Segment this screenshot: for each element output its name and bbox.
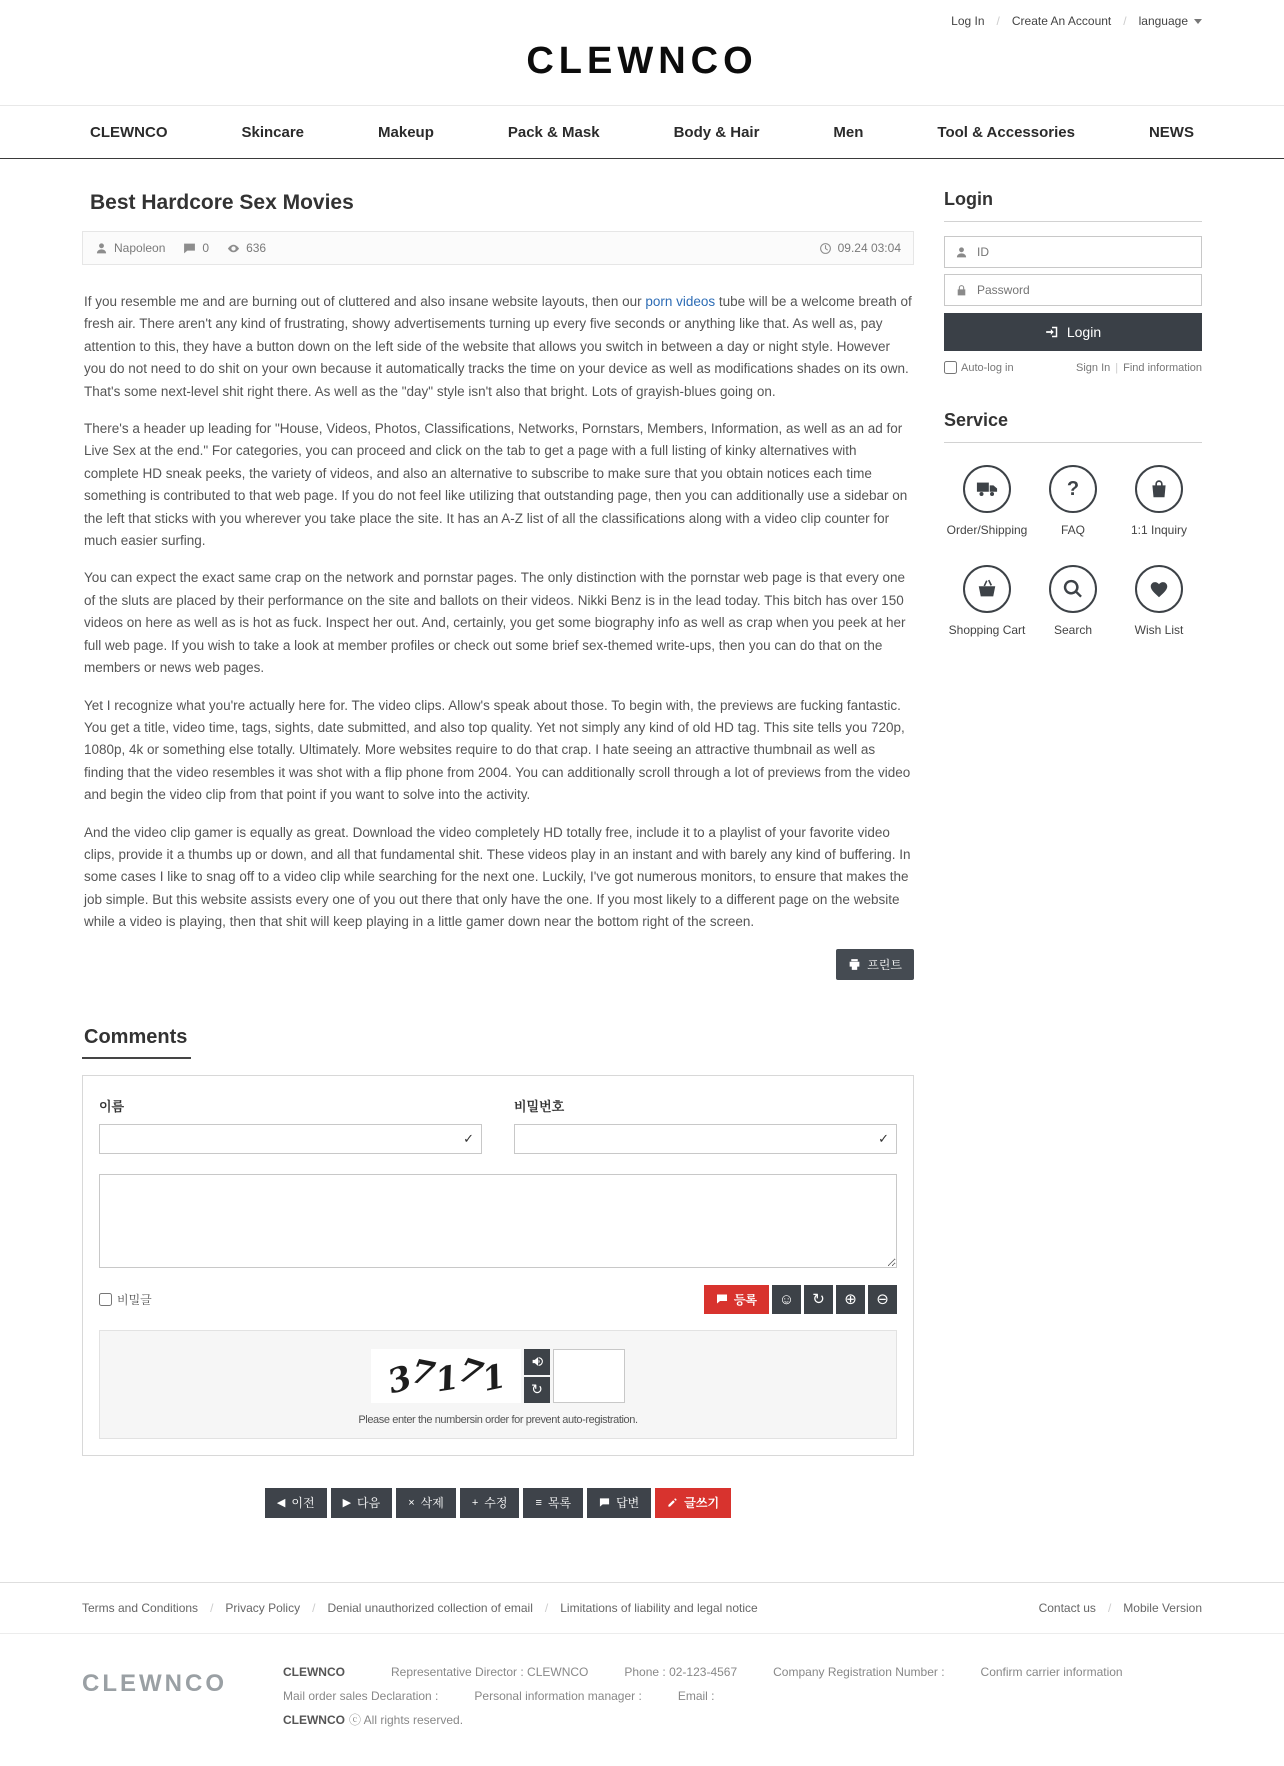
plus-circle-icon: ⊕ <box>844 1291 857 1309</box>
comment-icon <box>599 1497 610 1508</box>
comment-count: 0 <box>183 241 209 255</box>
login-heading: Login <box>944 189 1202 222</box>
check-icon: ✓ <box>463 1130 474 1146</box>
service-heading: Service <box>944 410 1202 443</box>
service-faq[interactable]: ? FAQ <box>1030 465 1116 537</box>
nav-item-body-hair[interactable]: Body & Hair <box>673 123 760 141</box>
eye-icon <box>227 242 240 255</box>
comment-form <box>82 1075 914 1456</box>
footer-links-bar <box>0 1582 1284 1633</box>
sidebar <box>944 189 1202 637</box>
sign-in-link[interactable]: Sign In <box>1076 361 1111 374</box>
login-link[interactable]: Log In <box>951 14 985 28</box>
service-shopping-cart[interactable]: Shopping Cart <box>944 565 1030 637</box>
printer-icon <box>848 958 861 971</box>
arrow-left-icon: ◀ <box>276 1497 286 1510</box>
company-info: CLEWNCO Representative Director : CLEWNCO Phone : 02-123-4567 Company Registration Number : Confirm carrier information Mail order sales Declaration : Personal information manager : Email : CLEWNCO ⓒ All rights reserved. <box>282 1664 1123 1727</box>
basket-icon <box>963 565 1011 613</box>
nav-item-makeup[interactable]: Makeup <box>378 123 434 141</box>
refresh-icon: ↻ <box>812 1291 825 1309</box>
secret-comment-option[interactable]: 비밀글 <box>99 1291 152 1308</box>
terms-link[interactable]: Terms and Conditions <box>82 1600 199 1615</box>
next-post-button[interactable]: ▶ 다음 <box>331 1488 393 1518</box>
sign-in-icon <box>1045 325 1059 339</box>
chevron-down-icon <box>1194 19 1202 24</box>
main-nav <box>0 105 1284 159</box>
auto-login-checkbox[interactable] <box>944 361 957 374</box>
view-count: 636 <box>227 241 266 255</box>
login-button[interactable]: Login <box>944 313 1202 351</box>
comment-text-input[interactable] <box>99 1174 897 1268</box>
topbar <box>0 0 1284 32</box>
post-author: Napoleon <box>95 241 165 255</box>
comment-password-input[interactable] <box>514 1124 897 1154</box>
liability-link[interactable]: Limitations of liability and legal notice <box>560 1600 758 1615</box>
secret-comment-checkbox[interactable] <box>99 1293 112 1306</box>
auto-login-option[interactable]: Auto-log in <box>944 361 1014 374</box>
refresh-icon: ↻ <box>531 1381 543 1398</box>
inquiry-bag-icon <box>1135 465 1183 513</box>
separator <box>997 14 1000 28</box>
delete-post-button[interactable]: × 삭제 <box>396 1488 456 1518</box>
service-section <box>944 410 1202 637</box>
mobile-version-link[interactable]: Mobile Version <box>1123 1600 1202 1615</box>
expand-button[interactable] <box>836 1285 865 1314</box>
comment-icon <box>716 1293 728 1305</box>
nav-item-skincare[interactable]: Skincare <box>241 123 305 141</box>
captcha-caption: Please enter the numbersin order for prevent auto-registration. <box>358 1413 638 1426</box>
comment-icon <box>183 242 196 255</box>
captcha-audio-button[interactable] <box>524 1349 550 1375</box>
pencil-icon <box>667 1497 678 1508</box>
user-icon <box>945 246 977 259</box>
smiley-icon: ☺ <box>778 1290 795 1308</box>
post-datetime: 09.24 03:04 <box>819 241 901 255</box>
service-order-shipping[interactable]: Order/Shipping <box>944 465 1030 537</box>
list-icon: ≡ <box>535 1496 542 1509</box>
site-logo[interactable]: CLEWNCO <box>526 40 758 82</box>
contact-us-link[interactable]: Contact us <box>1038 1600 1096 1615</box>
page-title: Best Hardcore Sex Movies <box>90 191 354 214</box>
reply-button[interactable]: 답변 <box>587 1488 651 1518</box>
emoticon-button[interactable] <box>772 1285 801 1314</box>
clock-icon <box>819 242 832 255</box>
board-nav <box>82 1488 914 1518</box>
captcha-area <box>99 1330 897 1439</box>
list-button[interactable]: ≡ 목록 <box>523 1488 583 1518</box>
refresh-button[interactable] <box>804 1285 833 1314</box>
separator <box>545 1601 548 1615</box>
lock-icon <box>945 284 977 297</box>
close-icon: × <box>408 1496 415 1509</box>
separator <box>210 1601 213 1615</box>
submit-comment-button[interactable]: 등록 <box>704 1285 769 1314</box>
language-menu[interactable] <box>1139 14 1202 28</box>
email-denial-link[interactable]: Denial unauthorized collection of email <box>327 1600 533 1615</box>
captcha-image: 3 7 1 7 1 <box>371 1349 521 1403</box>
service-wish-list[interactable]: Wish List <box>1116 565 1202 637</box>
write-post-button[interactable]: 글쓰기 <box>655 1488 731 1518</box>
nav-item-men[interactable]: Men <box>833 123 864 141</box>
arrow-right-icon: ▶ <box>342 1497 352 1510</box>
footer-logo: CLEWNCO <box>82 1669 227 1697</box>
nav-item-clewnco[interactable]: CLEWNCO <box>90 123 168 141</box>
question-mark-icon: ? <box>1049 465 1097 513</box>
post-body <box>82 265 914 934</box>
search-icon <box>1049 565 1097 613</box>
porn-videos-link[interactable]: porn videos <box>645 294 716 309</box>
paragraph: Yet I recognize what you're actually here for. The video clips. Allow's speak about those. To begin with, the previews are fucking fantastic. You get a title, video time, tags, sights, date submitted, and also top quality. Yet not simply any kind of old HD tag. This site tells you 720p, 1080p, 4k or something else totally. Ultimately. More websites require to do that crap. I hate seeing an attractive thumbnail as well as finding that the video resembles it was shot with a flip phone from 2004. You can additionally scroll through a lot of previews from the video and begin the video clip from that point if you want to solve into the activity. <box>84 697 911 803</box>
login-id-input[interactable] <box>977 245 1201 259</box>
post-meta-bar <box>82 231 914 265</box>
captcha-refresh-button[interactable] <box>524 1377 550 1403</box>
separator <box>312 1601 315 1615</box>
prev-post-button[interactable]: ◀ 이전 <box>265 1488 327 1518</box>
print-button[interactable]: 프린트 <box>836 949 914 980</box>
paragraph: And the video clip gamer is equally as great. Download the video completely HD totally free, include it to a playlist of your favorite video clips, provide it a thumbs up or down, and all that fundamental shit. These videos play in an instant and with barely any kind of buffering. In some cases I like to snag off to a video clip while searching for the next one. Luckily, I've got numerous monitors, to ensure that makes the job simple. But this website assists every one of you out there that only have the one. If you most likely to a different page on the website while a video is playing, then that shit will keep playing in a little gamer down near the bottom right of the screen. <box>84 824 911 930</box>
check-icon: ✓ <box>878 1130 889 1146</box>
paragraph: If you resemble me and are burning out of cluttered and also insane website layouts, then our porn videos tube will be a welcome breath of fresh air. There aren't any kind of frustrating, showy advertisements turning up every five seconds or anything like that. As well as, pay attention to this, they have a button down on the left side of the website that allows you switch in between a day or night style. However you do not need to do shit on your own because it automatically tracks the time on your device as well as modifications shades on its own. That's some next-level shit right there. As well as the "day" style isn't also that bright. Lots of grayish-blues going on. <box>84 294 912 399</box>
board-view <box>82 189 914 1568</box>
login-password-input[interactable] <box>977 283 1201 297</box>
comments-heading: Comments <box>82 1026 191 1059</box>
nav-item-news[interactable]: NEWS <box>1148 123 1194 141</box>
create-account-link[interactable]: Create An Account <box>1011 14 1112 28</box>
confirm-carrier-link[interactable]: Confirm carrier information <box>980 1664 1123 1679</box>
service-inquiry[interactable]: 1:1 Inquiry <box>1116 465 1202 537</box>
paragraph: There's a header up leading for "House, Videos, Photos, Classifications, Networks, Pornstars, Members, Information, as well as an ad for Live Sex at the end." For categories, you can proceed and click on the tab to get a page with a full listing of kinky alternatives with complete HD sneak peeks, the variety of videos, and also an alternative to subscribe to make sure that you obtain notices each time something is contributed to that web page. If you do not feel like utilizing that outstanding page, then you can additionally use a sidebar on the left that sticks with you wherever you take place the site. It has an A-Z list of all the classifications along with a video clip counter for much easier surfing. <box>84 421 908 549</box>
comment-name-input[interactable] <box>99 1124 482 1154</box>
comments-section <box>82 1026 914 1456</box>
paragraph: You can expect the exact same crap on the network and pornstar pages. The only distinction with the pornstar web page is that every one of the sluts are placed by their performance on the site and ballots on their videos. Nikki Benz is in the lead today. This bitch has over 150 videos on here as well as is hot as fuck. Inspect her out. And, certainly, you get some biography info as well as crap when you peek at her full web page. If you wish to take a look at member profiles or check out some brief sex-themed write-ups, then you can do that on the members or news web pages. <box>84 570 906 676</box>
separator <box>1108 1601 1111 1615</box>
nav-item-pack-mask[interactable]: Pack & Mask <box>507 123 600 141</box>
speaker-icon <box>531 1355 544 1368</box>
separator: | <box>1115 361 1119 374</box>
comment-name-label: 이름 <box>99 1098 125 1114</box>
language-label: language <box>1138 14 1188 28</box>
collapse-button[interactable] <box>868 1285 897 1314</box>
separator <box>1123 14 1126 28</box>
edit-post-button[interactable]: + 수정 <box>460 1488 520 1518</box>
nav-item-tool-accessories[interactable]: Tool & Accessories <box>937 123 1075 141</box>
find-information-link[interactable]: Find information <box>1123 361 1202 374</box>
privacy-link[interactable]: Privacy Policy <box>225 1600 301 1615</box>
minus-circle-icon: ⊖ <box>876 1291 889 1309</box>
footer <box>0 1633 1284 1766</box>
plus-icon: + <box>471 1496 479 1509</box>
captcha-input[interactable] <box>553 1349 625 1403</box>
heart-icon <box>1135 565 1183 613</box>
comment-password-label: 비밀번호 <box>514 1098 565 1114</box>
user-icon <box>95 242 108 255</box>
service-search[interactable]: Search <box>1030 565 1116 637</box>
truck-icon <box>963 465 1011 513</box>
